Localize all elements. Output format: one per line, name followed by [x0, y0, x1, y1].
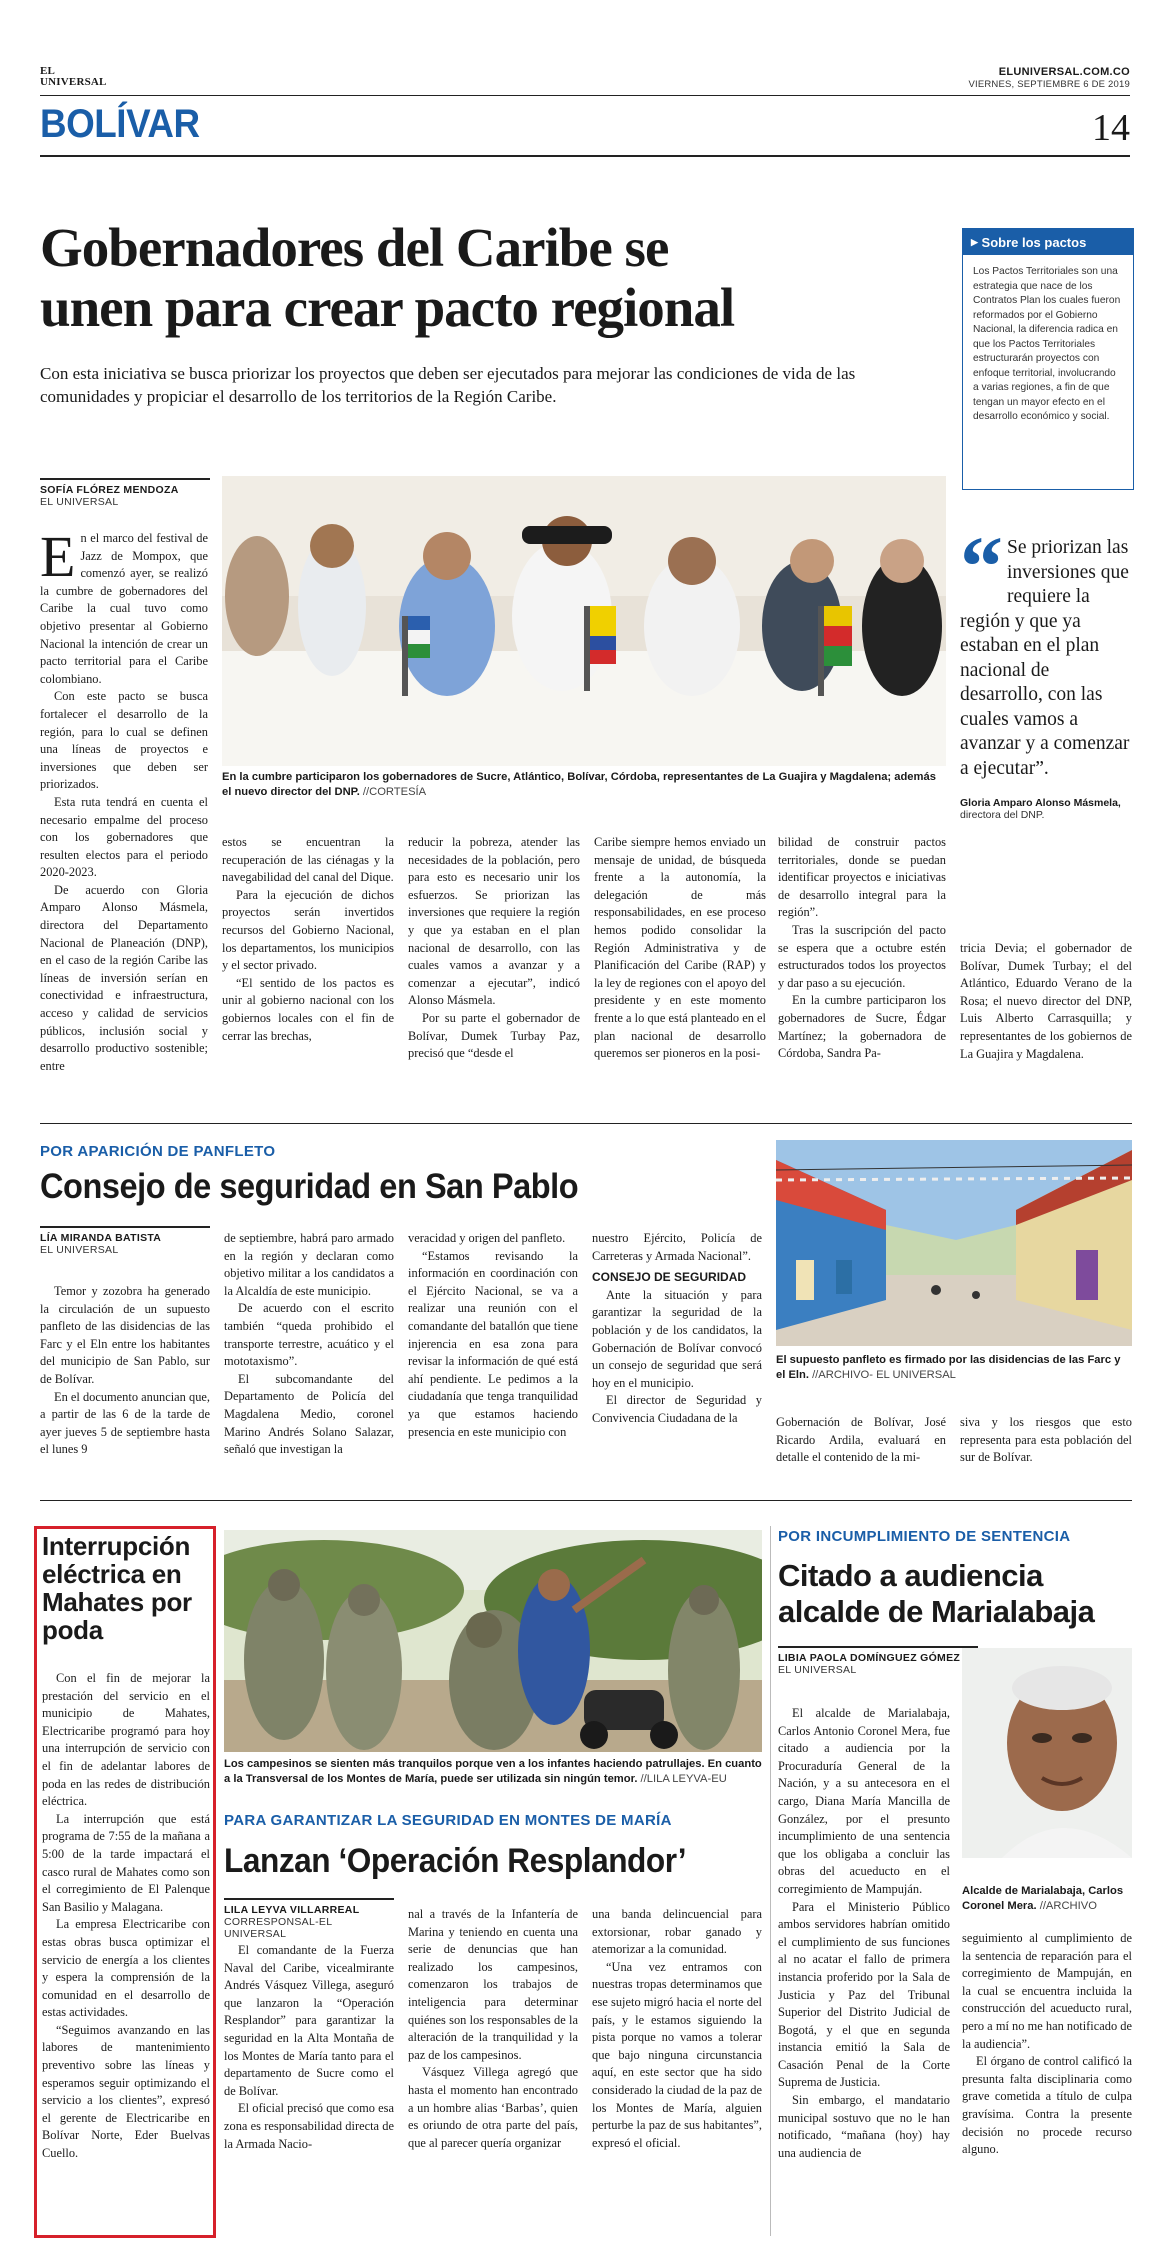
main-col1-p1: n el marco del festival de Jazz de Mompox, que comenzó ayer, se realizó la cumbre de gobernadores del Caribe la cual tuvo como objetivo presentar al Gobierno Nacional la intención de crear un pacto territorial para el Caribe colombiano. — [40, 531, 208, 686]
story-divider-2 — [40, 1500, 1132, 1501]
main-col5-p2: Tras la suscripción del pacto se espera que a octubre estén estructurados todos los proyectos y dar paso a su ejecución. — [778, 922, 946, 990]
bullet-icon: ▶ — [971, 237, 978, 247]
main-col2-p3: “El sentido de los pactos es unir al gobierno nacional con los gobiernos locales con el fin de cerrar las brechas, — [222, 975, 394, 1043]
main-byline — [40, 478, 210, 508]
masthead-logo — [40, 66, 110, 88]
story5-kicker: POR INCUMPLIMIENTO DE SENTENCIA — [778, 1528, 1071, 1545]
story2-kicker: POR APARICIÓN DE PANFLETO — [40, 1143, 276, 1160]
story3-body — [42, 1670, 210, 2163]
story2-col2-p2: De acuerdo con el escrito también “queda prohibido el transporte terrestre, acuático y el mototaxismo”. — [224, 1301, 394, 1369]
main-col2-p2: Para la ejecución de dichos proyectos serán invertidos recursos del Gobierno Nacional, los departamentos, los municipios y el sector privado. — [222, 887, 394, 973]
story2-col-3 — [408, 1230, 578, 1441]
main-photo-caption — [222, 770, 946, 800]
main-col-3 — [408, 834, 580, 1063]
story2-col-2 — [224, 1230, 394, 1459]
main-col-5 — [778, 834, 946, 1063]
main-col-1 — [40, 524, 208, 1075]
main-caption-credit: //CORTESÍA — [362, 786, 427, 798]
story2-col-6 — [960, 1414, 1132, 1467]
main-col2-p1: estos se encuentran la recuperación de las ciénagas y la navegabilidad del canal del Dique. — [222, 835, 394, 885]
dropcap: E — [40, 524, 76, 589]
story5-caption — [962, 1884, 1132, 1914]
main-col4-p1: Caribe siempre hemos enviado un mensaje de unidad, de búsqueda frente a la autonomía, la delegación de más responsabilidades, en ese proceso hemos podido consolidar la Región Administrativa y de Planificación del Caribe (RAP) y la ley de regiones con el apoyo del presidente y en este momento frente a lo que está planteado en el plan nacional de desarrollo queremos ser pioneros en la posi- — [594, 835, 766, 1061]
byline-rule — [224, 1898, 394, 1900]
story2-col-1 — [40, 1283, 210, 1459]
byline-rule — [778, 1646, 978, 1648]
main-col1-p3: Esta ruta tendrá en cuenta el necesario empalme del proceso con los gobernadores que resulten electos para el periodo 2020-2023. — [40, 794, 208, 880]
main-col1-p4: De acuerdo con Gloria Amparo Alonso Másmela, directora del Departamento Nacional de Planeación (DNP), en el caso de la región Caribe las líneas de inversión serían en conectividad e infraestructura, acceso y calidad de servicios públicos, inclusión social y desarrollo productivo sostenible; entre — [40, 882, 208, 1073]
story4-col1-p1: El comandante de la Fuerza Naval del Caribe, vicealmirante Andrés Vásquez Villega, aseguró que lanzaron la “Operación Resplandor” para garantizar la seguridad en la Alta Montaña de los Montes de María tanto para el departamento de Sucre como el de Bolívar. — [224, 1943, 394, 2098]
main-caption-text: En la cumbre participaron los gobernadores de Sucre, Atlántico, Bolívar, Córdoba, representantes de La Guajira y Magdalena; además el nuevo director del DNP. — [222, 771, 936, 798]
main-deck: Con esta iniciativa se busca priorizar los proyectos que deben ser ejecutados para mejorar las condiciones de vida de las comunidades y propiciar el desarrollo de los territorios de la Región Caribe. — [40, 364, 856, 406]
story-divider-1 — [40, 1123, 1132, 1124]
main-col5-p1: bilidad de construir pactos territoriales, donde se puedan identificar proyectos e iniciativas de desarrollo integral para la región”. — [778, 835, 946, 920]
story5-col-2 — [962, 1930, 1132, 2159]
story4-caption — [224, 1757, 762, 1787]
quote-author: Gloria Amparo Alonso Másmela, — [960, 797, 1121, 809]
story4-kicker: PARA GARANTIZAR LA SEGURIDAD EN MONTES DE MARÍA — [224, 1812, 672, 1829]
byline-org: EL UNIVERSAL — [40, 1244, 119, 1256]
story2-col4-p2: Ante la situación y para garantizar la seguridad de la población y de los candidatos, la Gobernación de Bolívar convocó un consejo de seguridad que será hoy en el municipio. — [592, 1287, 762, 1390]
story2-byline — [40, 1226, 210, 1256]
byline-author: LIBIA PAOLA DOMÍNGUEZ GÓMEZ — [778, 1652, 961, 1664]
byline-author: LILA LEYVA VILLARREAL — [224, 1904, 360, 1916]
site-url[interactable]: ELUNIVERSAL.COM.CO — [998, 66, 1130, 78]
main-col-6 — [960, 940, 1132, 1063]
main-headline — [40, 218, 940, 338]
story4-caption-text: Los campesinos se sienten más tranquilos porque ven a los infantes haciendo patrullajes. En cuanto a la Transversal de los Montes de María, puede ser utilizada sin ningún temor. — [224, 1758, 762, 1785]
story4-col-2 — [408, 1906, 578, 2152]
page-number: 14 — [1092, 107, 1130, 149]
masthead-rule — [40, 95, 1130, 96]
story3-p1: Con el fin de mejorar la prestación del servicio en el municipio de Mahates, Electricaribe programó para hoy una interrupción de servicio con el fin de adelantar labores de poda en las redes de distribución eléctrica. — [42, 1671, 210, 1809]
pull-quote — [960, 518, 1132, 821]
story2-caption-credit: //ARCHIVO- EL UNIVERSAL — [812, 1369, 956, 1381]
story5-col2-p2: El órgano de control calificó la presunta falta disciplinaria como grave cometida a título de culpa gravísima. Contra la presente decisión no procede recurso alguno. — [962, 2054, 1132, 2157]
story5-col-1 — [778, 1705, 950, 2162]
issue-date: VIERNES, SEPTIEMBRE 6 DE 2019 — [968, 79, 1130, 90]
main-col-4 — [594, 834, 766, 1063]
story5-headline: Citado a audiencia alcalde de Marialabaja — [778, 1558, 1095, 1629]
story4-col-3 — [592, 1906, 762, 2152]
story5-photo — [962, 1648, 1132, 1858]
story5-col1-p3: Sin embargo, el mandatario municipal sostuvo que no le han notificado, “mañana (hoy) hay una audiencia de — [778, 2093, 950, 2160]
story4-col2-p1: nal a través de la Infantería de Marina y teniendo en cuenta una serie de denuncias que han realizado los campesinos, comenzaron los trabajos de inteligencia para determinar quiénes son los responsables de la alteración de la tranquilidad y la paz de los campesinos. — [408, 1907, 578, 2062]
story2-col4-p3: El director de Seguridad y Convivencia Ciudadana de la — [592, 1393, 762, 1425]
story2-col2-p3: El subcomandante del Departamento de Policía del Magdalena Medio, coronel Marino Andrés Solano Salazar, señaló que investigan la — [224, 1371, 394, 1457]
byline-org: EL UNIVERSAL — [778, 1664, 857, 1676]
story5-byline — [778, 1646, 978, 1676]
story2-headline: Consejo de seguridad en San Pablo — [40, 1167, 579, 1206]
story2-col3-p2: “Estamos revisando la información en coordinación con el Ejército Nacional, se va a realizar una reunión con el comandante del batallón que tiene injerencia en esa zona para revisar la información de qué está ahí pendiente. Le pedimos a la ciudadanía que tenga tranquilidad ya que estamos haciendo presencia en este municipio con — [408, 1248, 578, 1439]
byline-author: LÍA MIRANDA BATISTA — [40, 1232, 162, 1244]
column-divider — [770, 1526, 771, 2236]
story5-col1-p2: Para el Ministerio Público ambos servidores habrían omitido el cumplimiento de sus funciones al no acatar el fallo de primera instancia proferido por la Sala de Justicia y Paz del Tribunal Superior del Distrito Judicial de Bogotá, y el que en segunda instancia emitió la Sala de Casación Penal de la Corte Suprema de Justicia. — [778, 1899, 950, 2090]
quote-text: Se priorizan las inversiones que requiere la región y que ya estaban en el plan nacional de desarrollo, con las cuales vamos a avanzar y a comenzar a ejecutar”. — [960, 537, 1130, 779]
story3-p2: La interrupción que está programa de 7:55 de la mañana a 5:00 de la tarde impactará el casco rural de Mahates como son el corregimiento de El Palenque San Basilio y Malagana. — [42, 1811, 210, 1914]
story5-caption-text: Alcalde de Marialabaja, Carlos Coronel Mera. — [962, 1885, 1124, 1912]
story2-col1-p2: En el documento anuncian que, a partir de las 6 de la tarde de ayer jueves 5 de septiembre hasta el lunes 9 — [40, 1389, 210, 1457]
quote-icon: “ — [960, 518, 1003, 614]
story2-col2-p1: de septiembre, habrá paro armado en la región y declaran como objetivo militar a los candidatos a la Alcaldía de este municipio. — [224, 1231, 394, 1298]
section-title: BOLÍVAR — [40, 102, 200, 146]
story2-col1-p1: Temor y zozobra ha generado la circulación de un supuesto panfleto de las disidencias de las Farc y el Eln entre los habitantes del municipio de San Pablo, sur de Bolívar. — [40, 1284, 210, 1386]
story4-byline — [224, 1898, 394, 1940]
sidebar-box — [962, 228, 1134, 490]
main-headline-line2: unen para crear pacto regional — [40, 277, 735, 338]
main-headline-line1: Gobernadores del Caribe se — [40, 217, 669, 278]
byline-author: SOFÍA FLÓREZ MENDOZA — [40, 484, 179, 496]
byline-rule — [40, 478, 210, 480]
story2-col4-p1: nuestro Ejército, Policía de Carreteras y Armada Nacional”. — [592, 1231, 762, 1263]
main-col3-p2: Por su parte el gobernador de Bolívar, Dumek Turbay Paz, precisó que “desde el — [408, 1010, 580, 1061]
story2-caption — [776, 1353, 1132, 1383]
story4-col2-p2: Vásquez Villega agregó que hasta el momento han encontrado a un hombre alias ‘Barbas’, quien es oriundo de otra parte del país, que al parecer quería organizar — [408, 2065, 578, 2150]
quote-role: directora del DNP. — [960, 809, 1045, 821]
story2-col-4 — [592, 1230, 762, 1428]
main-col5-p3: En la cumbre participaron los gobernadores de Sucre, Édgar Martínez; la gobernadora de Córdoba, Sandra Pa- — [778, 993, 946, 1061]
byline-org: EL UNIVERSAL — [40, 496, 119, 508]
story4-col3-p1: una banda delincuencial para extorsionar, robar ganado y atemorizar a la comunidad. — [592, 1907, 762, 1957]
sidebar-title: Sobre los pactos — [981, 235, 1087, 250]
story4-col-1 — [224, 1942, 394, 2153]
main-col-2 — [222, 834, 394, 1045]
story4-headline: Lanzan ‘Operación Resplandor’ — [224, 1842, 687, 1880]
story2-col-5 — [776, 1414, 946, 1467]
story3-headline: Interrupción eléctrica en Mahates por poda — [42, 1531, 192, 1645]
story2-subhead: CONSEJO DE SEGURIDAD — [592, 1270, 747, 1285]
story5-col1-p1: El alcalde de Marialabaja, Carlos Antonio Coronel Mera, fue citado a audiencia por la Procuraduría General de la Nación, y a su antecesora en el cargo, Diana María Mancilla de González, por el presunto incumplimiento de una sentencia que los obligaba a concluir las obras del acueducto en el corregimiento de Mampuján. — [778, 1706, 950, 1896]
story4-col3-p2: “Una vez entramos con nuestras tropas determinamos que ese sujeto migró hacia el norte del país, y le estamos siguiendo la pista porque no vamos a tolerar que bajo ninguna circunstancia aquí, en este sector que ha sido considerado la ciudad de la paz de los Montes de María, alguien perturbe la paz de sus habitantes”, expresó el oficial. — [592, 1959, 762, 2150]
story4-caption-credit: //LILA LEYVA-EU — [640, 1773, 727, 1785]
story2-caption-text: El supuesto panfleto es firmado por las disidencias de las Farc y el Eln. — [776, 1354, 1121, 1381]
story3-p3: La empresa Electricaribe con estas obras busca optimizar el servicio de energía a los clientes y espera la comprensión de la comunidad en el desarrollo de estas actividades. — [42, 1917, 210, 2020]
sidebar-body: Los Pactos Territoriales son una estrategia que nace de los Contratos Plan los cuales fueron reformados por el Gobierno Nacional, la diferencia radica en que los Pactos Territoriales estructurarán proyectos con enfoque territorial, involucrando a varias regiones, a fin de que tengan un mayor efecto en el desarrollo económico y social. — [973, 266, 1121, 422]
story4-col1-p2: El oficial precisó que como esa zona es responsabilidad directa de la Armada Nacio- — [224, 2101, 394, 2151]
story5-col2-p1: seguimiento al cumplimiento de la sentencia de reparación para el corregimiento de Mampuján, en la cual se encuentra incluida la construcción del acueducto rural, pero a mí no me han notificado de la audiencia”. — [962, 1931, 1132, 2051]
byline-rule — [40, 1226, 210, 1228]
story2-photo — [776, 1140, 1132, 1346]
logo-text: EL UNIVERSAL — [40, 65, 107, 88]
story3-p4: “Seguimos avanzando en las labores de mantenimiento preventivo sobre las líneas y esperamos seguir optimizando el servicio a los clientes”, expresó el gerente de Electricaribe en Bolívar Norte, Eder Buelvas Cuello. — [42, 2022, 210, 2161]
story4-photo — [224, 1530, 762, 1752]
story2-col5-p1: Gobernación de Bolívar, José Ricardo Ardila, evaluará en detalle el contenido de la mi- — [776, 1415, 946, 1465]
sidebar-title-bar — [963, 229, 1133, 255]
main-col3-p1: reducir la pobreza, atender las necesidades de la población, pero para esto es necesario unir los esfuerzos. Se priorizan las inversiones que requiere la región y que ya estaban en el plan nacional de desarrollo, con las cuales vamos a avanzar y a comenzar a ejecutar”, indicó Alonso Másmela. — [408, 835, 580, 1008]
main-col6-p1: tricia Devia; el gobernador de Bolívar, Dumek Turbay; el del Atlántico, Eduardo Verano de la Rosa; el nuevo director del DNP, Luis Alberto Carrasquilla; y representantes de los gobiernos de La Guajira y Magdalena. — [960, 941, 1132, 1061]
story2-col3-p1: veracidad y origen del panfleto. — [408, 1231, 566, 1245]
story5-caption-credit: //ARCHIVO — [1039, 1900, 1097, 1912]
main-col1-p2: Con este pacto se busca fortalecer el desarrollo de la región, para lo cual se definen una líneas de proyectos e inversiones que deben ser priorizados. — [40, 689, 208, 792]
story2-col6-p1: siva y los riesgos que esto representa para esta población del sur de Bolívar. — [960, 1415, 1132, 1465]
section-rule — [40, 155, 1130, 157]
main-photo — [222, 476, 946, 766]
byline-org: CORRESPONSAL-EL UNIVERSAL — [224, 1916, 332, 1940]
